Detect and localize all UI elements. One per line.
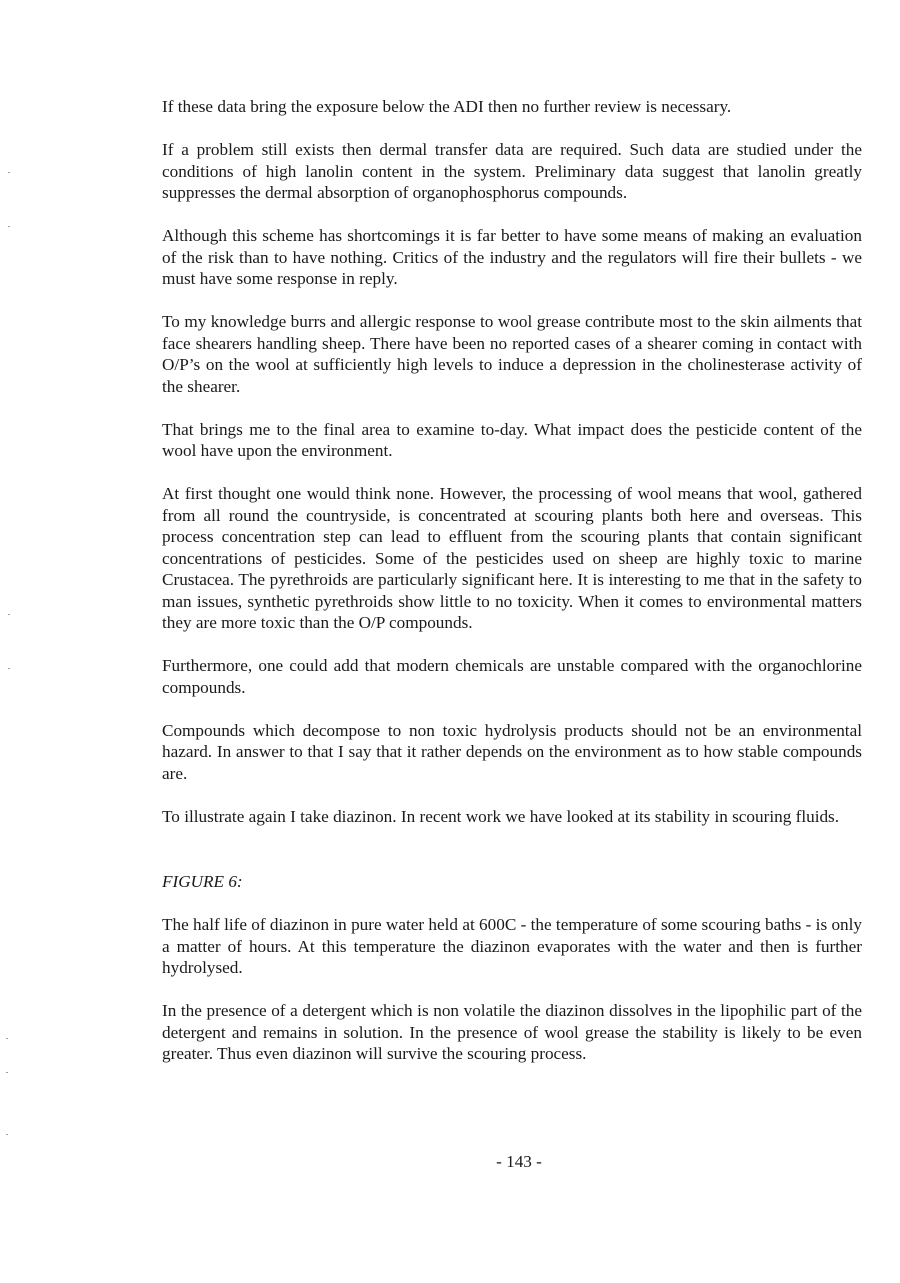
paragraph: The half life of diazinon in pure water held at 600C - the temperature of some scouring baths - is only a matter of hours. At this temperature the diazinon evaporates with the water and then is further hydrolysed. — [162, 915, 862, 977]
scan-speck — [8, 668, 10, 669]
paragraph: At first thought one would think none. However, the processing of wool means that wool, gathered from all round the countryside, is concentrated at scouring plants both here and overseas. This process concentration step can lead to effluent from the scouring plants that contain significant concentrations of pesticides. Some of the pesticides used on sheep are highly toxic to marine Crustacea. The pyrethroids are particularly significant here. It is interesting to me that in the safety to man issues, synthetic pyrethroids show little to no toxicity. When it comes to environmental matters they are more toxic than the O/P compounds. — [162, 484, 862, 632]
paragraph: If a problem still exists then dermal transfer data are required. Such data are studied under the conditions of high lanolin content in the system. Preliminary data suggest that lanolin greatly suppresses the dermal absorption of organophosphorus compounds. — [162, 140, 862, 202]
scan-speck — [6, 1134, 8, 1135]
scan-speck — [6, 1072, 8, 1073]
paragraph: That brings me to the final area to examine to-day. What impact does the pesticide content of the wool have upon the environment. — [162, 419, 862, 460]
paragraph: To my knowledge burrs and allergic response to wool grease contribute most to the skin ailments that face shearers handling sheep. There have been no reported cases of a shearer coming in contact with O/P’s on the wool at sufficiently high levels to induce a depression in the cholinesterase activity of the shearer. — [162, 312, 862, 396]
figure-caption: FIGURE 6: — [162, 872, 243, 891]
scan-speck — [8, 614, 10, 615]
paragraph: Compounds which decompose to non toxic hydrolysis products should not be an environmental hazard. In answer to that I say that it rather depends on the environment as to how stable compounds are. — [162, 720, 862, 783]
scan-speck — [6, 1038, 8, 1039]
paragraph: In the presence of a detergent which is non volatile the diazinon dissolves in the lipophilic part of the detergent and remains in solution. In the presence of wool grease the stability is likely to be even greater. Thus even diazinon will survive the scouring process. — [162, 1001, 862, 1063]
scan-speck — [8, 226, 10, 227]
page-number: - 143 - — [496, 1152, 542, 1171]
page-body — [162, 96, 862, 1086]
scan-speck — [8, 172, 10, 173]
paragraph: Although this scheme has shortcomings it is far better to have some means of making an evaluation of the risk than to have nothing. Critics of the industry and the regulators will fire their bullets - we must have some response in reply. — [162, 226, 862, 288]
paragraph: Furthermore, one could add that modern chemicals are unstable compared with the organochlorine compounds. — [162, 656, 862, 697]
paragraph: To illustrate again I take diazinon. In recent work we have looked at its stability in scouring fluids. — [162, 806, 840, 826]
paragraph: If these data bring the exposure below the ADI then no further review is necessary. — [162, 97, 732, 116]
